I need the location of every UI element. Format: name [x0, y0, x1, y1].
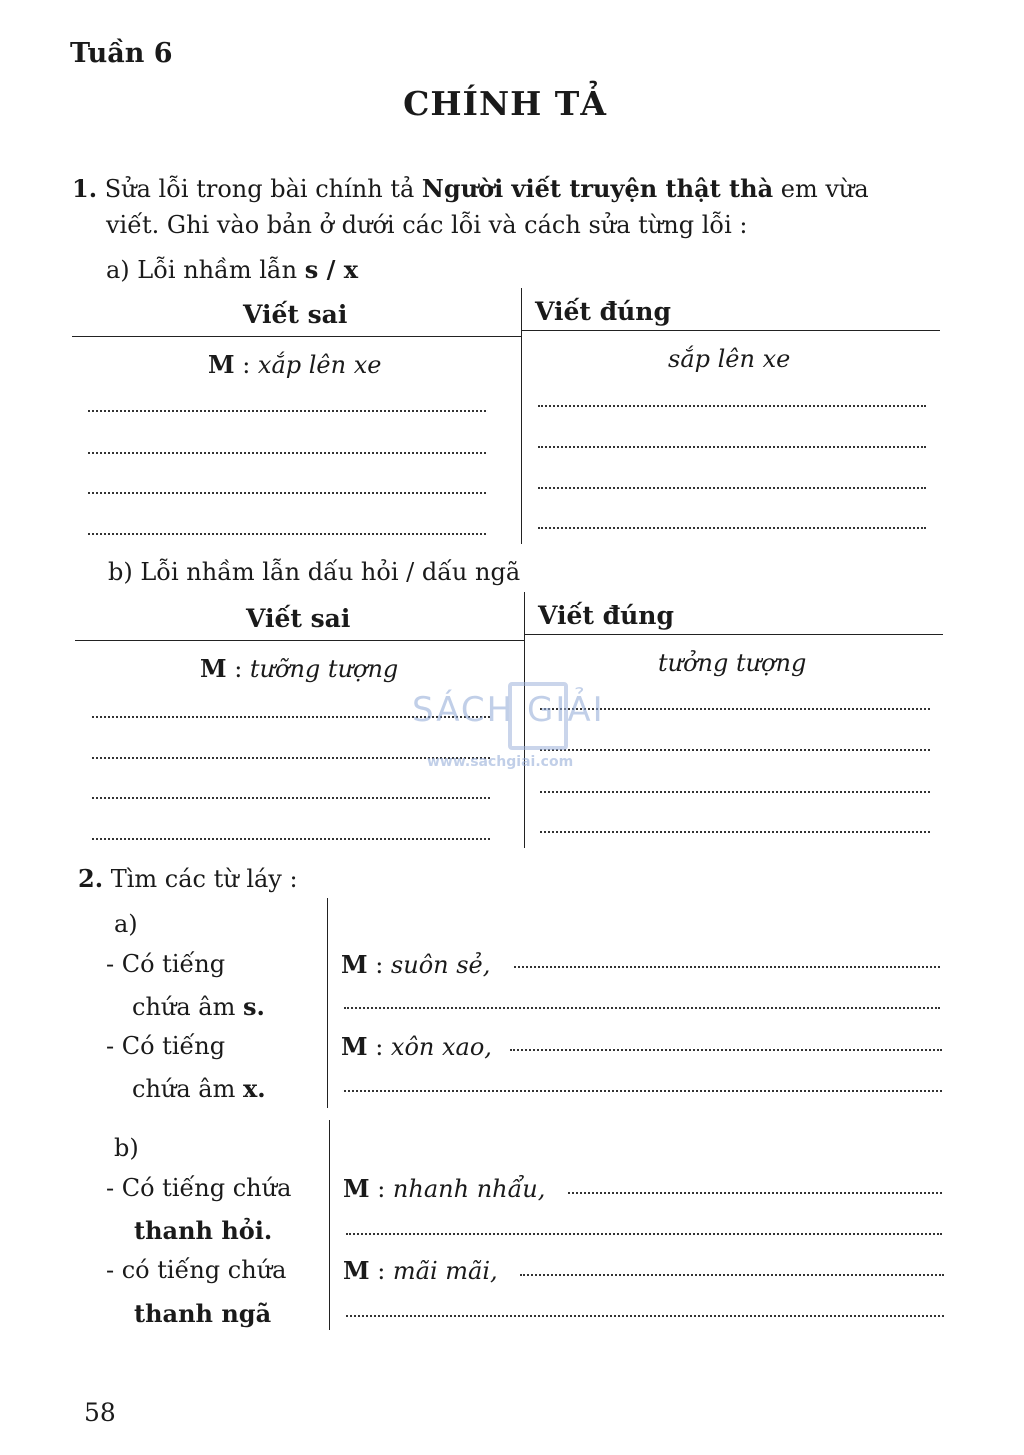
answer-line[interactable]	[568, 1192, 942, 1194]
exercise2-intro-text: Tìm các từ láy :	[110, 865, 298, 893]
answer-line[interactable]	[346, 1233, 942, 1235]
exercise2-number: 2.	[78, 864, 104, 893]
watermark-brand: SÁCH GIẢI	[412, 690, 605, 730]
example-word: xôn xao,	[390, 1033, 492, 1061]
answer-line[interactable]	[88, 452, 486, 454]
col-right-header-b: Viết đúng	[538, 601, 674, 630]
example-marker: M	[341, 950, 368, 979]
example-word: mãi mãi,	[392, 1257, 498, 1285]
ex2a-row2-example	[341, 1032, 492, 1061]
table-a-divider	[521, 288, 522, 544]
part-a-label-bold: s / x	[304, 255, 359, 284]
example-marker: M	[343, 1174, 370, 1203]
ex2b-row1-example	[343, 1174, 545, 1203]
page-number: 58	[84, 1398, 116, 1427]
ex2a-row2-line2-text: chứa âm	[132, 1075, 236, 1103]
answer-line[interactable]	[538, 405, 926, 407]
answer-line[interactable]	[540, 831, 930, 833]
col-wrong-header-a: Viết sai	[243, 300, 348, 329]
table-b-header-rule-right	[525, 634, 943, 635]
answer-line[interactable]	[538, 446, 926, 448]
answer-line[interactable]	[520, 1274, 944, 1276]
answer-line[interactable]	[514, 966, 940, 968]
page-title: CHÍNH TẢ	[403, 84, 607, 123]
table-a-header-rule-left	[72, 336, 522, 337]
example-wrong-word: tưỡng tượng	[249, 655, 399, 683]
example-word: suôn sẻ,	[390, 951, 491, 979]
exercise2-part-b-label: b)	[114, 1134, 139, 1162]
exercise1-intro-line1	[72, 174, 869, 203]
ex2a-row1-line1: - Có tiếng	[106, 950, 226, 978]
ex2b-row1-line1: - Có tiếng chứa	[106, 1174, 292, 1202]
watermark-url: www.sachgiai.com	[427, 754, 574, 770]
answer-line[interactable]	[538, 527, 926, 529]
answer-line[interactable]	[88, 410, 486, 412]
ex2a-row2-line1: - Có tiếng	[106, 1032, 226, 1060]
ex2a-row1-example	[341, 950, 490, 979]
exercise1-number: 1.	[72, 174, 98, 203]
example-wrong-b	[200, 654, 398, 683]
example-sep: :	[369, 1175, 393, 1203]
ex2a-row2-line2	[132, 1074, 266, 1103]
exercise1-intro-line2: viết. Ghi vào bản ở dưới các lỗi và cách sửa từng lỗi :	[106, 211, 748, 239]
exercise1-story-title: Người viết truyện thật thà	[421, 174, 774, 203]
ex2a-row1-line2	[132, 992, 265, 1021]
exercise2-a-divider	[327, 898, 328, 1108]
ex2a-row1-line2-text: chứa âm	[132, 993, 236, 1021]
exercise1-intro-before: Sửa lỗi trong bài chính tả	[104, 175, 415, 203]
example-wrong-a	[208, 350, 381, 379]
example-wrong-word: xắp lên xe	[257, 351, 382, 379]
answer-line[interactable]	[92, 838, 490, 840]
example-marker: M	[343, 1256, 370, 1285]
example-right-b: tưởng tượng	[658, 649, 807, 677]
exercise1-part-a-label	[106, 255, 358, 284]
example-marker: M	[200, 654, 227, 683]
example-sep: :	[369, 1257, 393, 1285]
exercise1-intro-after: em vừa	[780, 175, 869, 203]
example-sep: :	[367, 951, 391, 979]
week-label: Tuần 6	[70, 38, 173, 69]
example-sep: :	[234, 351, 258, 379]
ex2a-row1-bold: s.	[243, 992, 265, 1021]
ex2b-row2-line1: - có tiếng chứa	[106, 1256, 287, 1284]
ex2b-row2-example	[343, 1256, 498, 1285]
answer-line[interactable]	[88, 492, 486, 494]
answer-line[interactable]	[344, 1090, 942, 1092]
col-wrong-header-b: Viết sai	[246, 604, 351, 633]
example-sep: :	[226, 655, 250, 683]
answer-line[interactable]	[540, 791, 930, 793]
ex2a-row2-bold: x.	[243, 1074, 266, 1103]
example-marker: M	[208, 350, 235, 379]
answer-line[interactable]	[538, 487, 926, 489]
ex2b-row2-bold: thanh ngã	[134, 1299, 272, 1328]
table-b-header-rule-left	[75, 640, 525, 641]
answer-line[interactable]	[92, 797, 490, 799]
watermark	[412, 682, 622, 772]
exercise2-b-divider	[329, 1120, 330, 1330]
example-right-a: sắp lên xe	[668, 345, 791, 373]
exercise2-part-a-label: a)	[114, 910, 138, 938]
table-a-header-rule-right	[522, 330, 940, 331]
example-word: nhanh nhẩu,	[392, 1175, 546, 1203]
answer-line[interactable]	[346, 1315, 944, 1317]
example-sep: :	[367, 1033, 391, 1061]
col-right-header-a: Viết đúng	[535, 297, 671, 326]
exercise2-intro	[78, 864, 298, 893]
exercise1-part-b-label: b) Lỗi nhầm lẫn dấu hỏi / dấu ngã	[108, 558, 521, 586]
example-marker: M	[341, 1032, 368, 1061]
ex2b-row1-bold: thanh hỏi.	[134, 1216, 273, 1245]
answer-line[interactable]	[344, 1007, 940, 1009]
part-a-label-text: a) Lỗi nhầm lẫn	[106, 256, 298, 284]
answer-line[interactable]	[88, 533, 486, 535]
answer-line[interactable]	[510, 1049, 942, 1051]
